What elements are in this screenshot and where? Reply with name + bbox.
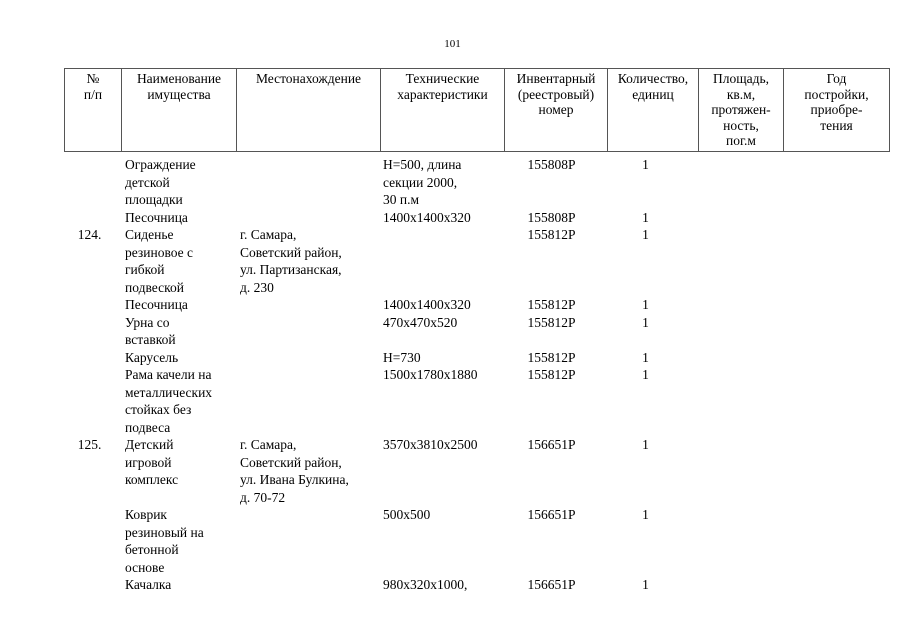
row-inventory: 156651Р — [527, 437, 576, 452]
row-tech: 980х320х1000, — [383, 577, 468, 592]
header-quantity: Количество, единиц — [608, 69, 699, 152]
row-name: Детский игровой комплекс — [125, 437, 179, 487]
table-row — [64, 296, 889, 314]
row-name: Ограждение детской площадки — [125, 157, 196, 207]
row-tech: 500х500 — [383, 507, 431, 522]
table-row — [64, 156, 889, 209]
row-quantity: 1 — [642, 314, 649, 330]
row-inventory: 156651Р — [527, 507, 576, 522]
row-name: Коврик резиновый на бетонной основе — [125, 507, 204, 575]
row-name: Песочница — [125, 297, 188, 312]
row-area — [698, 349, 783, 367]
row-tech: Н=730 — [383, 349, 421, 365]
row-inventory: 155812Р — [527, 297, 576, 312]
row-quantity: 1 — [642, 157, 649, 172]
row-location — [236, 576, 380, 594]
table-row — [64, 314, 889, 349]
header-inventory: Инвентарный (реестровый) номер — [505, 69, 608, 152]
row-area — [698, 209, 783, 227]
table-row — [64, 506, 889, 576]
row-number: 125. — [77, 437, 102, 452]
row-tech: 3570х3810х2500 — [383, 437, 478, 452]
row-name: Сиденье резиновое с гибкой подвеской — [125, 227, 193, 295]
row-location — [236, 296, 380, 314]
table-row — [64, 436, 889, 506]
table-row — [64, 209, 889, 227]
row-year — [783, 226, 889, 296]
row-number — [64, 506, 121, 576]
row-number — [64, 296, 121, 314]
row-year — [783, 506, 889, 576]
header-year: Год постройки, приобре- тения — [784, 69, 890, 152]
row-tech: 1500х1780х1880 — [383, 367, 478, 382]
row-quantity: 1 — [642, 367, 649, 382]
header-area: Площадь, кв.м, протяжен- ность, пог.м — [699, 69, 784, 152]
row-area — [698, 506, 783, 576]
row-tech — [380, 226, 504, 296]
row-quantity: 1 — [642, 209, 649, 225]
row-area — [698, 576, 783, 594]
row-location — [236, 209, 380, 227]
header-name: Наименование имущества — [122, 69, 237, 152]
row-year — [783, 349, 889, 367]
row-area — [698, 156, 783, 209]
row-name: Урна со вставкой — [125, 314, 176, 347]
row-quantity: 1 — [642, 577, 649, 592]
row-inventory: 155812Р — [527, 349, 576, 365]
row-name: Карусель — [125, 349, 179, 365]
row-year — [783, 156, 889, 209]
row-number — [64, 366, 121, 436]
row-year — [783, 436, 889, 506]
row-number — [64, 156, 121, 209]
row-year — [783, 296, 889, 314]
row-location — [236, 506, 380, 576]
row-area — [698, 296, 783, 314]
row-location — [236, 314, 380, 349]
row-year — [783, 209, 889, 227]
table-body — [64, 156, 889, 594]
row-name: Песочница — [125, 209, 188, 225]
row-inventory: 155812Р — [527, 227, 576, 242]
table-row — [64, 349, 889, 367]
table-header — [64, 68, 890, 152]
header-tech: Технические характеристики — [381, 69, 505, 152]
row-number — [64, 209, 121, 227]
page-number: 101 — [444, 38, 461, 50]
row-location: г. Самара, Советский район, ул. Партизанская, д. 230 — [240, 227, 342, 295]
row-quantity: 1 — [642, 507, 649, 522]
row-area — [698, 436, 783, 506]
row-name: Рама качели на металлических стойках без подвеса — [125, 367, 213, 435]
row-quantity: 1 — [642, 349, 649, 365]
header-number: № п/п — [65, 69, 122, 152]
row-tech: 470х470х520 — [383, 314, 458, 330]
row-inventory: 156651Р — [527, 577, 576, 592]
row-inventory: 155808Р — [527, 157, 576, 172]
header-location: Местонахождение — [237, 69, 381, 152]
row-tech: 1400х1400х320 — [383, 209, 471, 225]
row-number — [64, 349, 121, 367]
row-quantity: 1 — [642, 297, 649, 312]
row-inventory: 155812Р — [527, 314, 576, 330]
table-row — [64, 226, 889, 296]
row-number — [64, 576, 121, 594]
table-row — [64, 366, 889, 436]
table-row — [64, 576, 889, 594]
row-location — [236, 156, 380, 209]
row-location — [236, 366, 380, 436]
row-number — [64, 314, 121, 349]
row-location — [236, 349, 380, 367]
row-area — [698, 314, 783, 349]
row-year — [783, 576, 889, 594]
row-number: 124. — [77, 227, 102, 242]
row-tech: 1400х1400х320 — [383, 297, 471, 312]
row-area — [698, 226, 783, 296]
row-area — [698, 366, 783, 436]
row-inventory: 155812Р — [527, 367, 576, 382]
row-inventory: 155808Р — [527, 209, 576, 225]
row-quantity: 1 — [642, 227, 649, 242]
row-location: г. Самара, Советский район, ул. Ивана Булкина, д. 70-72 — [240, 437, 349, 505]
row-tech: Н=500, длина секции 2000, 30 п.м — [383, 157, 462, 207]
row-quantity: 1 — [642, 437, 649, 452]
row-year — [783, 366, 889, 436]
row-year — [783, 314, 889, 349]
row-name: Качалка — [125, 577, 172, 592]
